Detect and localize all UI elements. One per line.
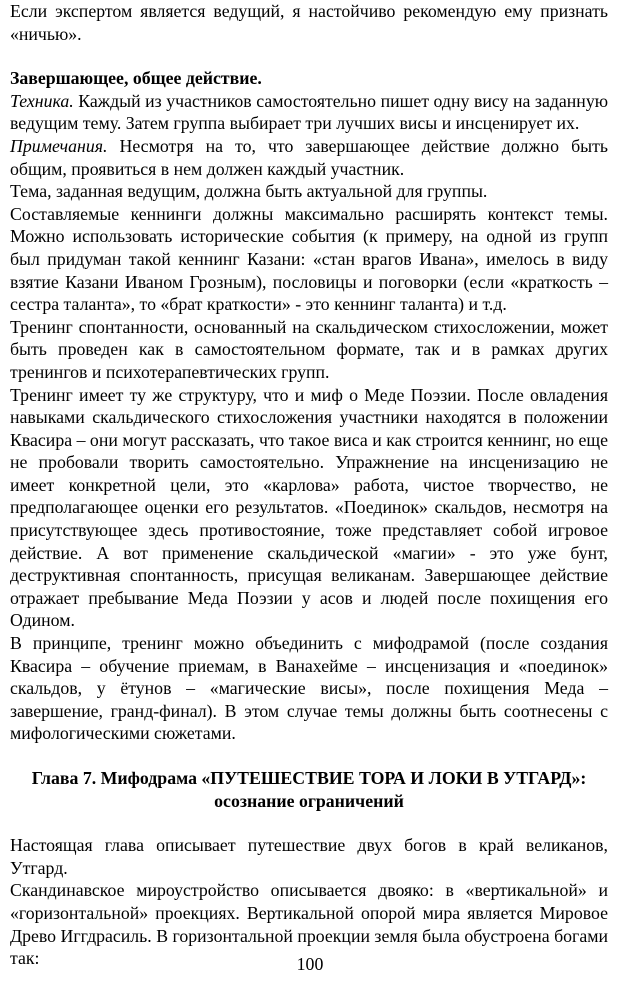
chapter-title: Глава 7. Мифодрама «ПУТЕШЕСТВИЕ ТОРА И ЛОКИ В УТГАРД»: <box>31 768 587 788</box>
paragraph-technique <box>10 90 608 135</box>
notes-label: Примечания. <box>10 135 108 156</box>
chapter-subtitle: осознание ограничений <box>214 790 404 811</box>
chapter-heading <box>10 767 608 812</box>
page-number: 100 <box>296 954 324 974</box>
paragraph-expert-draw: Если экспертом является ведущий, я настойчиво рекомендую ему признать «ничью». <box>10 1 608 44</box>
paragraph-kennings: Составляемые кеннинги должны максимально расширять контекст темы. Можно использовать исторические события (к примеру, на одной из групп был придуман такой кеннинг Казани: «стан врагов Ивана», имелось в виду взятие Казани Иваном Грозным), пословицы и поговорки (если «краткость – сестра таланта», то «брат краткости» - это кеннинг таланта) и т.д. <box>10 203 608 315</box>
technique-text: Каждый из участников самостоятельно пишет одну вису на заданную ведущим тему. Затем группа выбирает три лучших висы и инсценирует их. <box>10 90 608 134</box>
paragraph-principle: В принципе, тренинг можно объединить с мифодрамой (после создания Квасира – обучение приемам, в Ванахейме – инсценизация и «поединок» скальдов, у ётунов – «магические висы», после похищения Меда – завершение, гранд-финал). В этом случае темы должны быть соотнесены с мифологическими сюжетами. <box>10 633 608 744</box>
paragraph-gap <box>10 812 608 834</box>
paragraph-world-structure: Скандинавское мироустройство описывается двояко: в «вертикальной» и «горизонтальной» проекциях. Вертикальной опорой мира является Мировое Древо Иггдрасиль. В горизонтальной проекции земля была обустроена богами так: <box>10 880 608 969</box>
paragraph-gap <box>10 45 608 67</box>
technique-label: Техника. <box>10 90 74 111</box>
page-body <box>10 0 608 970</box>
paragraph-notes <box>10 135 608 180</box>
paragraph-training: Тренинг спонтанности, основанный на скальдическом стихосложении, может быть проведен как в самостоятельном формате, так и в рамках других тренингов и психотерапевтических групп. <box>10 316 608 382</box>
paragraph-structure: Тренинг имеет ту же структуру, что и миф о Меде Поэзии. После овладения навыками скальдического стихосложения участники находятся в положении Квасира – они могут рассказать, что такое виса и как строится кеннинг, но еще не пробовали творить самостоятельно. Упражнение на инсценизацию не имеет конкретной цели, это «карлова» работа, чистое творчество, не предполагающее оценки его результатов. «Поединок» скальдов, несмотря на присутствующее здесь противостояние, тоже представляет собой игровое действие. А вот применение скальдической «магии» - это уже бунт, деструктивная спонтанность, присущая великанам. Завершающее действие отражает пребывание Меда Поэзии у асов и людей после похищения его Одином. <box>10 384 608 631</box>
paragraph-chapter-intro: Настоящая глава описывает путешествие двух богов в край великанов, Утгард. <box>10 835 608 878</box>
section-title: Завершающее, общее действие. <box>10 68 262 89</box>
paragraph-theme: Тема, заданная ведущим, должна быть актуальной для группы. <box>10 181 488 202</box>
notes-text: Несмотря на то, что завершающее действие должно быть общим, проявиться в нем должен каждый участник. <box>10 135 608 179</box>
